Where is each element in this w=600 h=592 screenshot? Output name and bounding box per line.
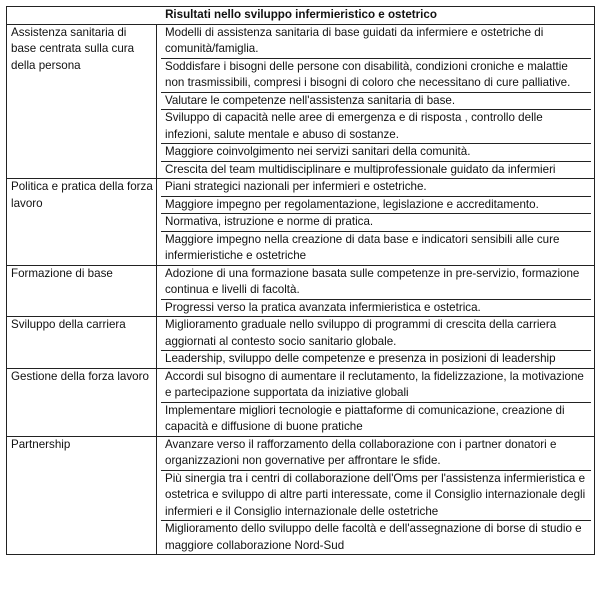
table-row	[7, 317, 595, 369]
outcomes-cell	[157, 24, 595, 179]
table-row	[7, 436, 595, 555]
outcome-item: Accordi sul bisogno di aumentare il reclutamento, la fidelizzazione, la motivazione e partecipazione supportata da iniziative globali	[161, 369, 591, 403]
area-label: Partnership	[7, 436, 157, 555]
table-title: Risultati nello sviluppo infermieristico e ostetrico	[7, 7, 595, 25]
outcome-item: Sviluppo di capacità nelle aree di emergenza e di risposta , controllo delle infezioni, salute mentale e abuso di sostanze.	[161, 110, 591, 144]
outcome-item: Maggiore impegno nella creazione di data base e indicatori sensibili alle cure infermieristiche e ostetriche	[165, 232, 560, 262]
outcome-item: Crescita del team multidisciplinare e multiprofessionale guidato da infermieri	[165, 162, 556, 176]
area-label: Assistenza sanitaria di base centrata sulla cura della persona	[7, 24, 157, 179]
outcome-item: Maggiore impegno per regolamentazione, legislazione e accreditamento.	[161, 197, 591, 215]
outcomes-cell	[157, 179, 595, 266]
outcome-item: Più sinergia tra i centri di collaborazione dell'Oms per l'assistenza infermieristica e ostetrica e sviluppo di altre parti interessate, come il Consiglio internazionale degli infermieri e il Consiglio internazionale delle ostetriche	[161, 471, 591, 522]
outcome-item: Soddisfare i bisogni delle persone con disabilità, condizioni croniche e malattie non trasmissibili, compresi i bisogni di coloro che necessitano di cure palliative.	[161, 59, 591, 93]
outcome-item: Implementare migliori tecnologie e piattaforme di comunicazione, creazione di capacità e diffusione di buone pratiche	[165, 403, 565, 433]
outcomes-cell	[157, 368, 595, 436]
outcome-item: Maggiore coinvolgimento nei servizi sanitari della comunità.	[161, 144, 591, 162]
table-header-row	[7, 7, 595, 25]
area-label: Politica e pratica della forza lavoro	[7, 179, 157, 266]
outcome-item: Normativa, istruzione e norme di pratica.	[161, 214, 591, 232]
outcomes-cell	[157, 436, 595, 555]
area-label: Formazione di base	[7, 265, 157, 317]
outcome-item: Miglioramento graduale nello sviluppo di programmi di crescita della carriera aggiornati al contesto socio sanitario globale.	[161, 317, 591, 351]
results-table	[6, 6, 595, 555]
outcome-item: Modelli di assistenza sanitaria di base guidati da infermiere e ostetriche di comunità/famiglia.	[161, 25, 591, 59]
outcome-item: Adozione di una formazione basata sulle competenze in pre-servizio, formazione continua e livelli di facoltà.	[161, 266, 591, 300]
area-label: Gestione della forza lavoro	[7, 368, 157, 436]
outcome-item: Miglioramento dello sviluppo delle facoltà e dell'assegnazione di borse di studio e maggiore collaborazione Nord-Sud	[165, 522, 582, 552]
area-label: Sviluppo della carriera	[7, 317, 157, 369]
outcome-item: Progressi verso la pratica avanzata infermieristica e ostetrica.	[165, 300, 481, 314]
table-row	[7, 368, 595, 436]
table-row	[7, 179, 595, 266]
outcomes-cell	[157, 317, 595, 369]
table-row	[7, 24, 595, 179]
outcomes-cell	[157, 265, 595, 317]
outcome-item: Piani strategici nazionali per infermieri e ostetriche.	[161, 179, 591, 197]
outcome-item: Valutare le competenze nell'assistenza sanitaria di base.	[161, 93, 591, 111]
table-row	[7, 265, 595, 317]
outcome-item: Leadership, sviluppo delle competenze e presenza in posizioni di leadership	[165, 352, 556, 365]
table-body	[7, 24, 595, 555]
outcome-item: Avanzare verso il rafforzamento della collaborazione con i partner donatori e organizzazioni non governative per affrontare le sfide.	[161, 437, 591, 471]
